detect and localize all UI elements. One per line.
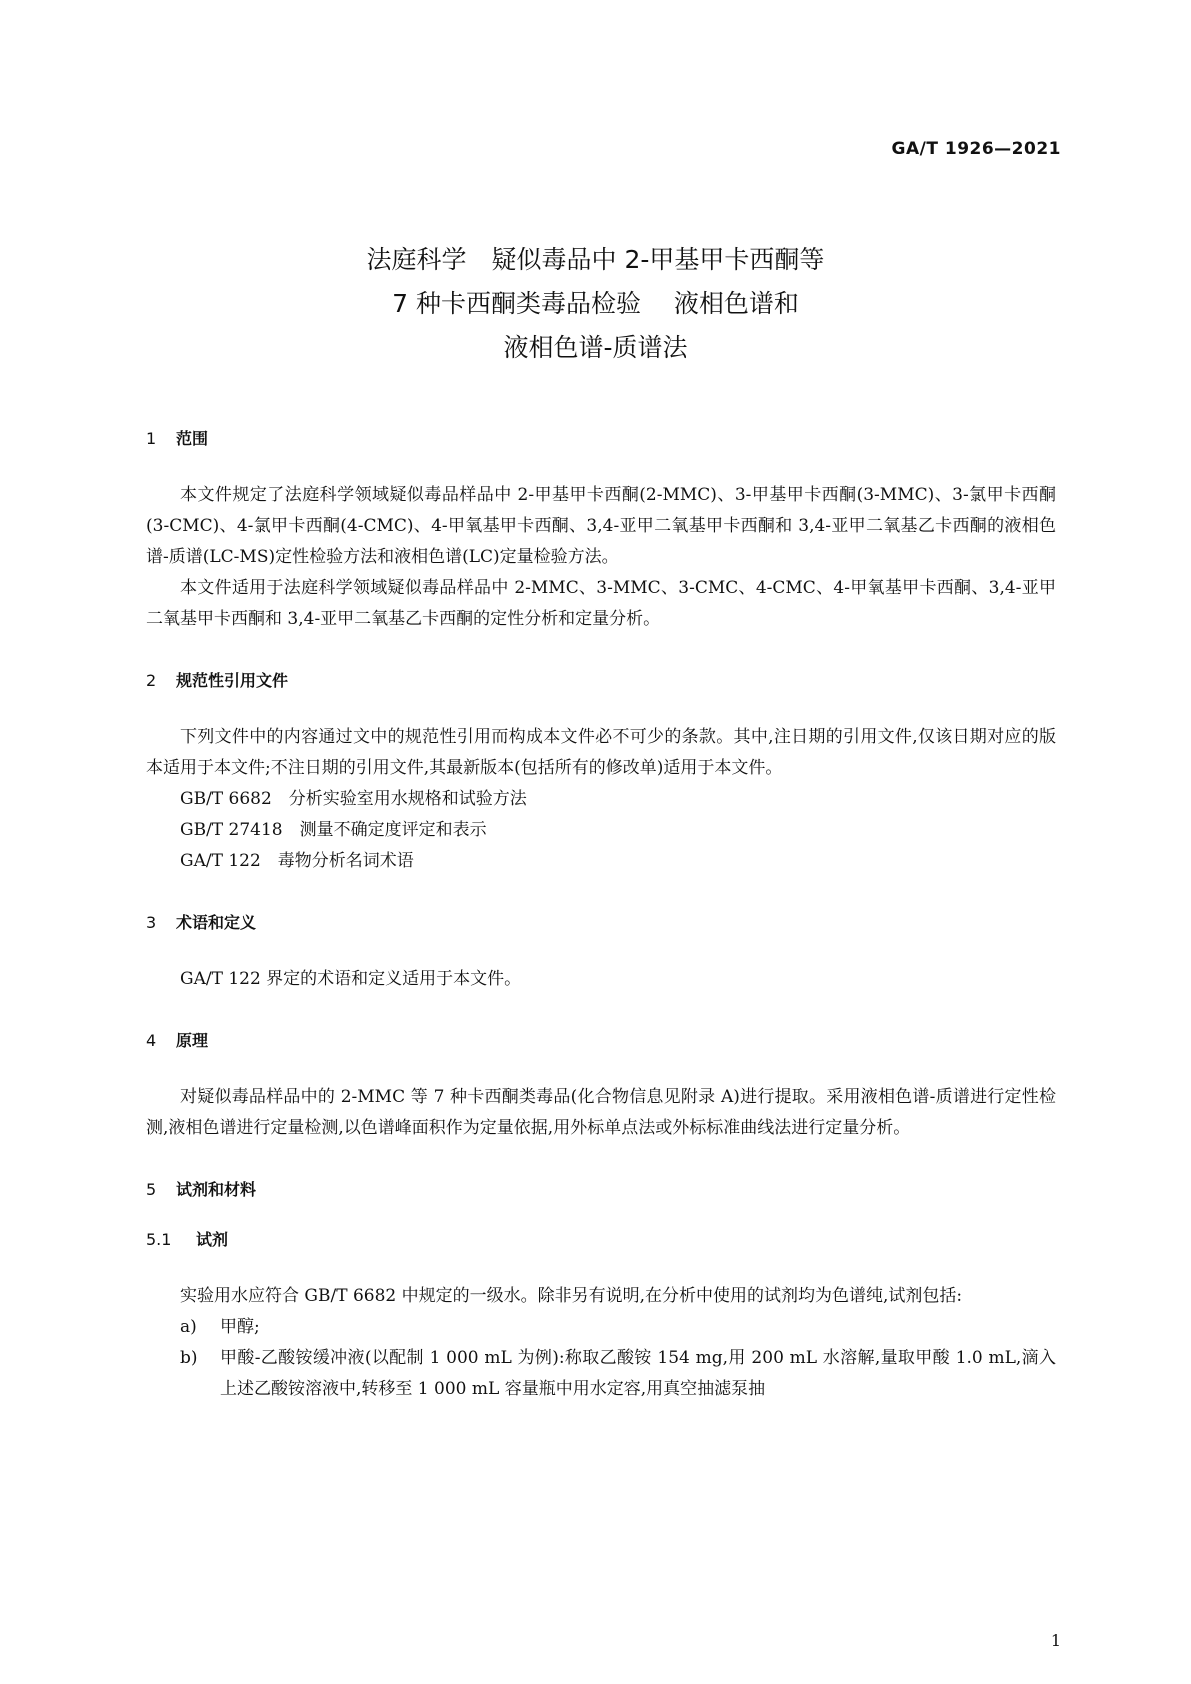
section-number: 1	[146, 429, 157, 448]
section-5-heading	[146, 1179, 1056, 1201]
section-2-heading	[146, 670, 1056, 692]
page-number: 1	[1050, 1631, 1061, 1650]
list-marker: a)	[180, 1317, 197, 1337]
section-1-heading	[146, 428, 1056, 450]
normative-reference: GB/T 27418 测量不确定度评定和表示	[180, 820, 487, 840]
list-item-text: 甲酸-乙酸铵缓冲液(以配制 1 000 mL 为例):称取乙酸铵 154 mg,用 200 mL 水溶解,量取甲酸 1.0 mL,滴入上述乙酸铵溶液中,转移至 1 000 mL 容量瓶中用水定容,用真空抽滤泵抽	[220, 1348, 1056, 1399]
standard-number: GA/T 1926—2021	[891, 139, 1061, 159]
section-number: 5.1	[146, 1230, 172, 1249]
section-title: 试剂	[196, 1230, 229, 1249]
list-item-text: 甲醇;	[220, 1317, 260, 1337]
paragraph: 下列文件中的内容通过文中的规范性引用而构成本文件必不可少的条款。其中,注日期的引用文件,仅该日期对应的版本适用于本文件;不注日期的引用文件,其最新版本(包括所有的修改单)适用于本文件。	[146, 727, 1056, 778]
title-line-3: 液相色谱-质谱法	[503, 333, 688, 362]
title-line-1: 法庭科学 疑似毒品中 2-甲基甲卡西酮等	[366, 245, 825, 274]
section-title: 范围	[176, 429, 209, 448]
title-line-2: 7 种卡西酮类毒品检验 液相色谱和	[392, 289, 799, 318]
paragraph: GA/T 122 界定的术语和定义适用于本文件。	[180, 969, 522, 989]
section-title: 术语和定义	[176, 913, 257, 932]
list-item	[146, 1312, 1056, 1343]
paragraph: 本文件适用于法庭科学领域疑似毒品样品中 2-MMC、3-MMC、3-CMC、4-CMC、4-甲氧基甲卡西酮、3,4-亚甲二氧基甲卡西酮和 3,4-亚甲二氧基乙卡西酮的定性分析和定量分析。	[146, 578, 1056, 629]
list-marker: b)	[180, 1348, 198, 1368]
section-title: 原理	[176, 1031, 209, 1050]
normative-reference: GB/T 6682 分析实验室用水规格和试验方法	[180, 789, 527, 809]
section-title: 试剂和材料	[176, 1180, 257, 1199]
section-5-1-heading	[146, 1229, 1056, 1251]
document-title	[0, 238, 1191, 370]
list-item	[146, 1343, 1056, 1405]
section-number: 4	[146, 1031, 157, 1050]
paragraph: 对疑似毒品样品中的 2-MMC 等 7 种卡西酮类毒品(化合物信息见附录 A)进行提取。采用液相色谱-质谱进行定性检测,液相色谱进行定量检测,以色谱峰面积作为定量依据,用外标单点法或外标标准曲线法进行定量分析。	[146, 1087, 1056, 1138]
section-number: 5	[146, 1180, 157, 1199]
normative-reference: GA/T 122 毒物分析名词术语	[180, 851, 414, 871]
section-title: 规范性引用文件	[176, 671, 289, 690]
section-number: 2	[146, 671, 157, 690]
section-number: 3	[146, 913, 157, 932]
paragraph: 本文件规定了法庭科学领域疑似毒品样品中 2-甲基甲卡西酮(2-MMC)、3-甲基甲卡西酮(3-MMC)、3-氯甲卡西酮(3-CMC)、4-氯甲卡西酮(4-CMC)、4-甲氧基甲卡西酮、3,4-亚甲二氧基甲卡西酮和 3,4-亚甲二氧基乙卡西酮的液相色谱-质谱(LC-MS)定性检验方法和液相色谱(LC)定量检验方法。	[146, 485, 1056, 567]
section-4-heading	[146, 1030, 1056, 1052]
paragraph: 实验用水应符合 GB/T 6682 中规定的一级水。除非另有说明,在分析中使用的试剂均为色谱纯,试剂包括:	[180, 1286, 963, 1306]
document-body	[146, 428, 1056, 1405]
section-3-heading	[146, 912, 1056, 934]
